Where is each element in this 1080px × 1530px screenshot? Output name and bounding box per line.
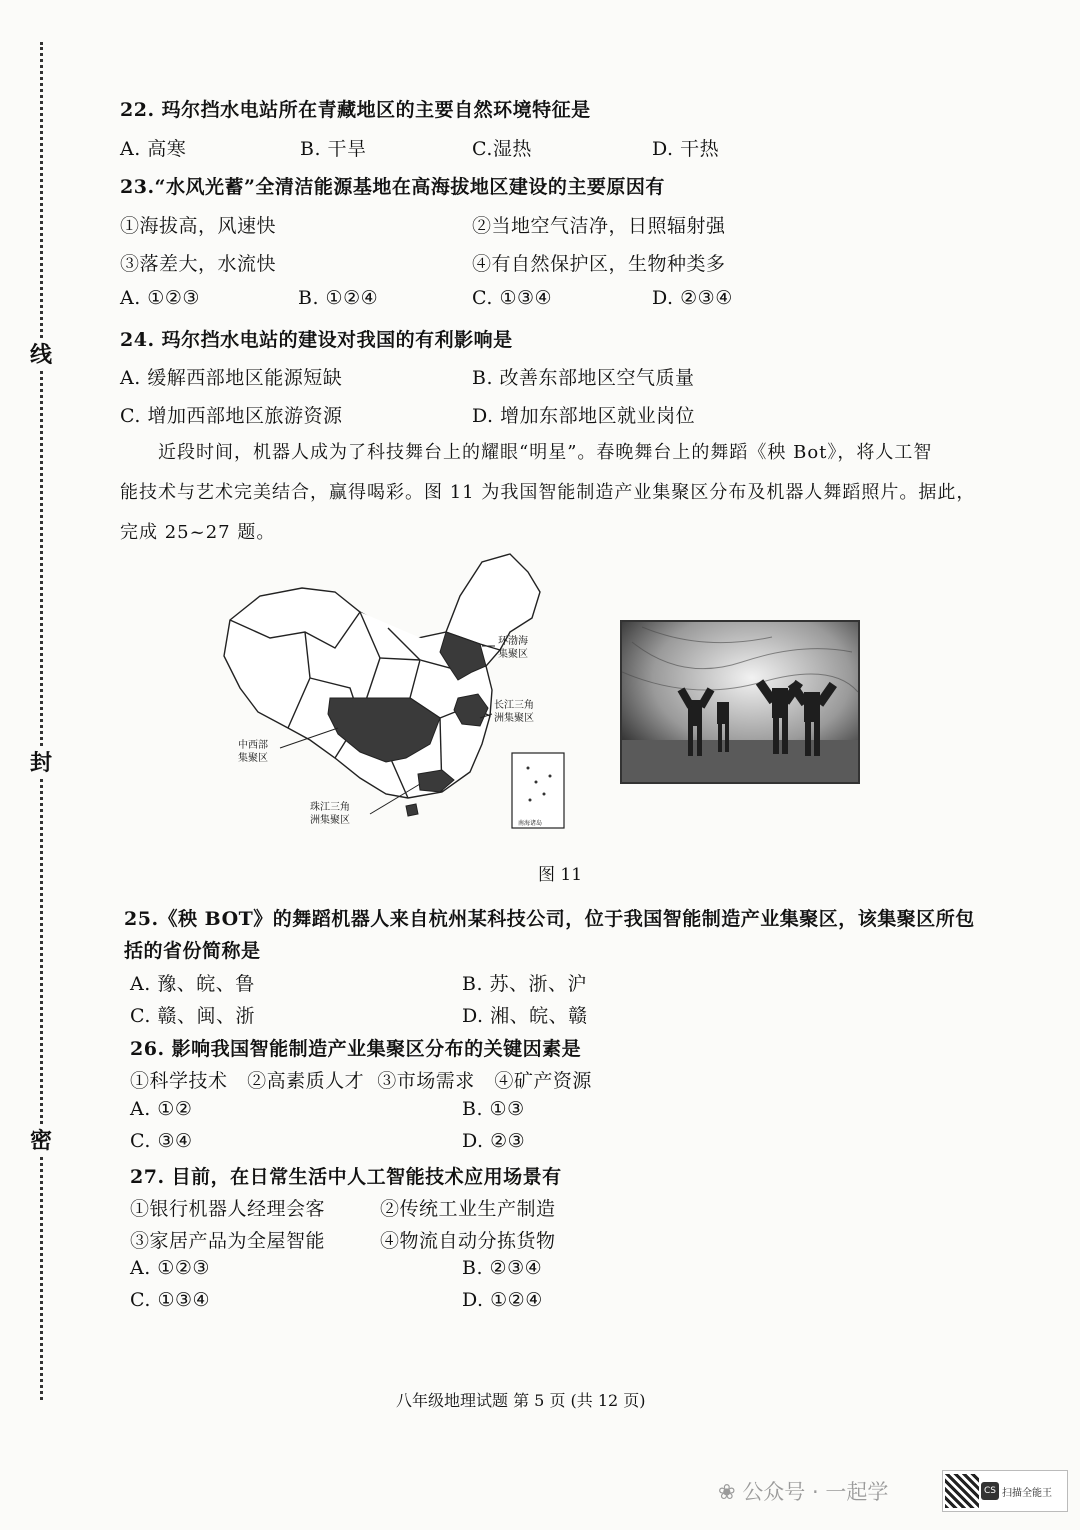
label-west-1: 中西部 [238, 740, 268, 751]
watermark-text: 公众号 · 一起学 [742, 1480, 889, 1504]
q22-option-c: C.湿热 [472, 138, 532, 160]
binding-char-secret: 密 [26, 1126, 56, 1156]
hainan-island [406, 804, 418, 816]
q23-option-c: C. ①③④ [472, 287, 553, 309]
q26-option-d: D. ②③ [462, 1130, 526, 1152]
south-china-sea-inset [512, 753, 564, 828]
qr-code-icon [945, 1474, 979, 1508]
q27-statement-2: ②传统工业生产制造 [380, 1198, 556, 1220]
q23-statement-1: ①海拔高，风速快 [120, 215, 277, 237]
q27-option-d: D. ①②④ [462, 1289, 543, 1311]
china-cluster-map [210, 548, 570, 838]
binding-char-line: 线 [26, 340, 56, 370]
binding-char-seal: 封 [26, 748, 56, 778]
q26-stem: 26. 影响我国智能制造产业集聚区分布的关键因素是 [130, 1038, 582, 1060]
wechat-icon: ❀ [718, 1480, 736, 1504]
figure-caption: 图 11 [538, 865, 583, 885]
q24-stem: 24. 玛尔挡水电站的建设对我国的有利影响是 [120, 329, 513, 351]
q24-option-d: D. 增加东部地区就业岗位 [472, 405, 696, 427]
q23-option-a: A. ①②③ [120, 287, 200, 309]
inset-label: 南海诸岛 [518, 820, 543, 827]
q22-option-b: B. 干旱 [300, 138, 367, 160]
q24-option-b: B. 改善东部地区空气质量 [472, 367, 695, 389]
label-west-2: 集聚区 [238, 753, 268, 764]
scanner-badge-text: 扫描全能王 [1002, 1487, 1052, 1499]
label-pearl-1: 珠江三角 [310, 802, 350, 813]
q22-option-a: A. 高寒 [120, 138, 187, 160]
page-footer: 八年级地理试题 第 5 页 (共 12 页) [396, 1391, 646, 1410]
label-bohai-2: 集聚区 [498, 649, 528, 660]
wechat-watermark [718, 1476, 888, 1506]
q23-option-b: B. ①②④ [298, 287, 379, 309]
q27-statement-3: ③家居产品为全屋智能 [130, 1230, 326, 1252]
q23-statement-4: ④有自然保护区，生物种类多 [472, 253, 726, 275]
q27-statement-1: ①银行机器人经理会客 [130, 1198, 326, 1220]
q27-option-a: A. ①②③ [130, 1257, 210, 1279]
binding-dotted-line [40, 42, 43, 1400]
q22-stem: 22. 玛尔挡水电站所在青藏地区的主要自然环境特征是 [120, 99, 591, 121]
q27-option-c: C. ①③④ [130, 1289, 211, 1311]
robot-dance-photo [620, 620, 860, 784]
q26-option-b: B. ①③ [462, 1098, 525, 1120]
q25-option-d: D. 湘、皖、赣 [462, 1005, 588, 1027]
passage-line-1: 近段时间，机器人成为了科技舞台上的耀眼“明星”。春晚舞台上的舞蹈《秧 Bot》，将人工智 [158, 442, 933, 463]
q26-option-a: A. ①② [130, 1098, 193, 1120]
label-pearl-2: 洲集聚区 [310, 815, 350, 826]
q25-option-a: A. 豫、皖、鲁 [130, 973, 255, 995]
q27-statement-4: ④物流自动分拣货物 [380, 1230, 556, 1252]
label-bohai-1: 环渤海 [498, 636, 528, 647]
q27-option-b: B. ②③④ [462, 1257, 543, 1279]
q25-option-b: B. 苏、浙、沪 [462, 973, 588, 995]
q23-option-d: D. ②③④ [652, 287, 733, 309]
scanner-logo-icon: CS [981, 1482, 999, 1500]
q23-statement-2: ②当地空气洁净，日照辐射强 [472, 215, 726, 237]
scanner-badge [942, 1470, 1068, 1512]
q25-stem-line-1: 25.《秧 BOT》的舞蹈机器人来自杭州某科技公司，位于我国智能制造产业集聚区，该集聚区所包 [124, 908, 975, 930]
passage-line-3: 完成 25~27 题。 [120, 522, 276, 543]
q23-statement-3: ③落差大，水流快 [120, 253, 277, 275]
q24-option-a: A. 缓解西部地区能源短缺 [120, 367, 343, 389]
q26-factors: ①科学技术 ②高素质人才 ③市场需求 ④矿产资源 [130, 1070, 592, 1092]
q24-option-c: C. 增加西部地区旅游资源 [120, 405, 343, 427]
q25-option-c: C. 赣、闽、浙 [130, 1005, 255, 1027]
q27-stem: 27. 目前，在日常生活中人工智能技术应用场景有 [130, 1166, 562, 1188]
passage-line-2: 能技术与艺术完美结合，赢得喝彩。图 11 为我国智能制造产业集聚区分布及机器人舞蹈照片。据此， [120, 482, 976, 503]
q26-option-c: C. ③④ [130, 1130, 193, 1152]
q23-stem: 23.“水风光蓄”全清洁能源基地在高海拔地区建设的主要原因有 [120, 176, 665, 198]
label-yangtze-2: 洲集聚区 [494, 713, 534, 724]
label-yangtze-1: 长江三角 [494, 700, 534, 711]
q22-option-d: D. 干热 [652, 138, 720, 160]
q25-stem-line-2: 括的省份简称是 [124, 940, 261, 962]
